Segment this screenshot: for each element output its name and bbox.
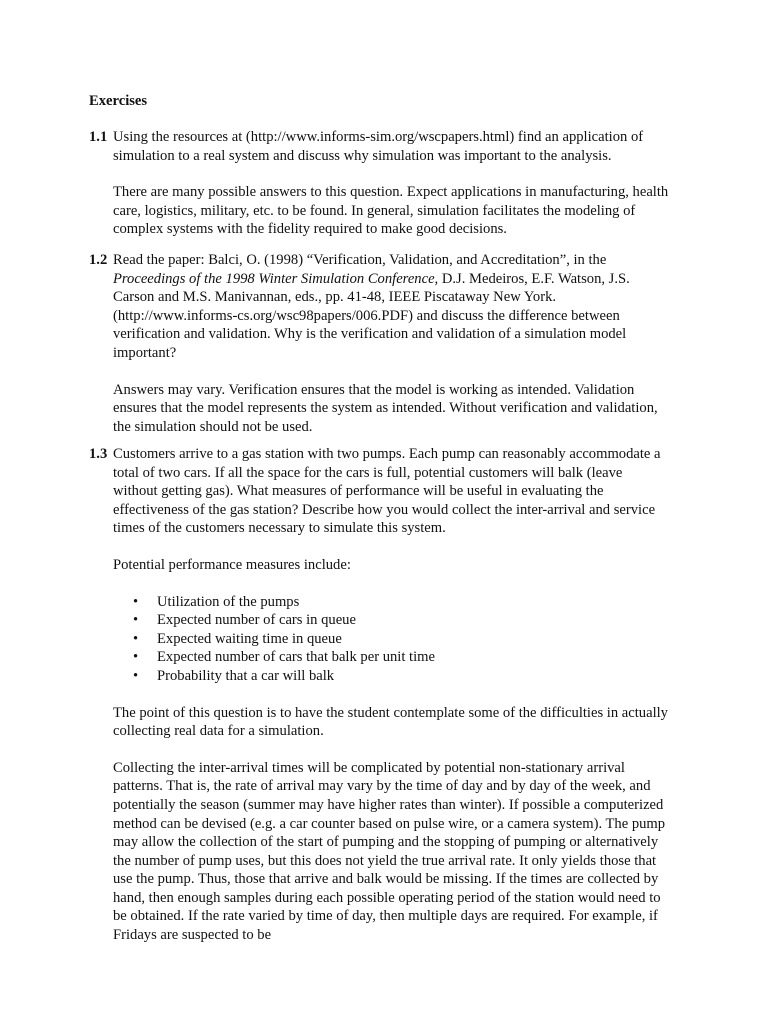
list-item-text: Utilization of the pumps <box>157 593 300 610</box>
section-heading: Exercises <box>89 93 148 109</box>
exercise-question <box>113 251 669 363</box>
list-item <box>113 648 669 667</box>
exercise-answer: Answers may vary. Verification ensures that the model is working as intended. Validation ensures that the model represents the system as intended. Without verification and validation, the simulation should not be used. <box>113 381 658 435</box>
measures-intro: Potential performance measures include: <box>113 556 351 573</box>
list-item <box>113 593 669 612</box>
list-item <box>113 667 669 686</box>
list-item <box>113 611 669 630</box>
proceedings-title: Proceedings of the 1998 Winter Simulation Conference <box>113 270 435 287</box>
exercise-answer: There are many possible answers to this question. Expect applications in manufacturing, health care, logistics, military, etc. to be found. In general, simulation facilitates the modeling of complex systems with the fidelity required to make good decisions. <box>113 184 669 238</box>
performance-measures-list <box>113 593 669 686</box>
list-item-text: Expected number of cars in queue <box>157 612 356 629</box>
exercise-point: The point of this question is to have the student contemplate some of the difficulties in actually collecting real data for a simulation. <box>113 704 668 740</box>
exercise-collecting-discussion: Collecting the inter-arrival times will be complicated by potential non-stationary arrival patterns. That is, the rate of arrival may vary by the time of day and by day of the week, and potentially the season (summer may have higher rates than winter). If possible a computerized method can be devised (e.g. a car counter based on pulse wire, or a camera system). The pump may allow the collection of the start of pumping and the stopping of pumping or alternatively the number of pump uses, but this does not yield the true arrival rate. It only yields those that use the pump. Thus, those that arrive and balk would be missing. If the times are collected by hand, then enough samples during each possible operating period of the station would need to be obtained. If the rate varied by time of day, then multiple days are required. For example, if Fridays are suspected to be <box>113 759 666 944</box>
exercise-1-2 <box>89 251 669 436</box>
list-item <box>113 630 669 649</box>
bullet-icon: • <box>133 612 139 629</box>
question-text-end: , D.J. Medeiros, E.F. Watson, J.S. Carson and M.S. Manivannan, eds., pp. 41-48, IEEE Piscataway New York. (http://www.informs-cs.org/wsc98papers/006.PDF) and discuss the difference between verification and validation. Why is the verification and validation of a simulation model important? <box>113 270 630 361</box>
list-item-text: Probability that a car will balk <box>157 667 335 684</box>
exercise-question: Customers arrive to a gas station with two pumps. Each pump can reasonably accommodate a total of two cars. If all the space for the cars is full, potential customers will balk (leave without getting gas). What measures of performance will be useful in evaluating the effectiveness of the gas station? Describe how you would collect the inter-arrival and service times of the customers necessary to simulate this system. <box>113 446 661 537</box>
exercise-question: Using the resources at (http://www.informs-sim.org/wscpapers.html) find an application of simulation to a real system and discuss why simulation was important to the analysis. <box>113 129 644 164</box>
list-item-text: Expected number of cars that balk per unit time <box>157 649 435 666</box>
exercise-number: 1.1 <box>89 129 108 145</box>
bullet-icon: • <box>133 630 139 647</box>
exercise-1-3 <box>89 445 669 945</box>
bullet-icon: • <box>133 649 139 666</box>
question-text-start: Read the paper: Balci, O. (1998) “Verification, Validation, and Accreditation”, in the <box>113 252 607 268</box>
bullet-icon: • <box>133 593 139 610</box>
exercise-number: 1.3 <box>89 446 108 462</box>
list-item-text: Expected waiting time in queue <box>157 630 342 647</box>
exercise-number: 1.2 <box>89 252 108 268</box>
exercise-1-1 <box>89 128 669 239</box>
bullet-icon: • <box>133 667 139 684</box>
